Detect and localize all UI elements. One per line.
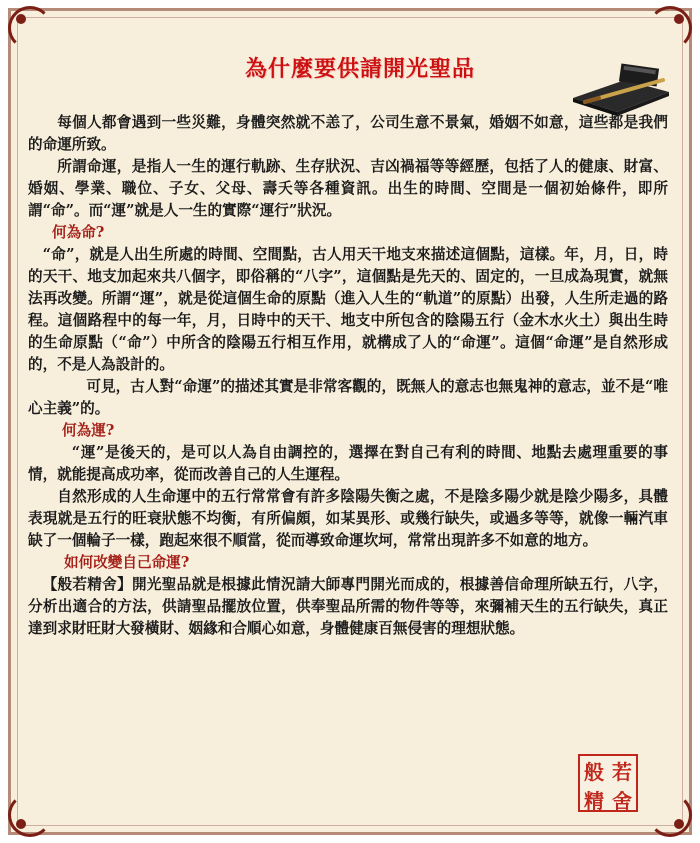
seal-char: 舍 — [612, 789, 632, 813]
seal-char: 精 — [584, 789, 604, 813]
seal-char: 若 — [612, 760, 632, 784]
paragraph: “命”，就是人出生所處的時間、空間點，古人用天干地支來描述這個點，這樣。年，月，日，時的天干、地支加起來共八個字，即俗稱的“八字”，這個點是先天的、固定的，一旦成為現實，就無法再改變。所謂“運”，就是從這個生命的原點（進入人生的“軌道”的原點）出發，人生所走過的路程。這個路程中的每一年，月，日時中的天干、地支中所包含的陰陽五行（金木水火土）與出生時的生命原點（“命”）中所含的陰陽五行相互作用，就構成了人的“命運”。這個“命運”是自然形成的，不是人為設計的。 — [28, 246, 668, 373]
paragraph: 每個人都會遇到一些災難，身體突然就不恙了，公司生意不景氣，婚姻不如意，這些都是我們的命運所致。 — [28, 114, 668, 153]
seal-stamp-icon — [578, 754, 638, 812]
paragraph: 【般若精舍】開光聖品就是根據此情況請大師專門開光而成的，根據善信命理所缺五行，八字，分析出適合的方法，供請聖品擺放位置，供奉聖品所需的物件等等，來彌補天生的五行缺失，真正達到求財旺財大發橫財、姻緣和合順心如意，身體健康百無侵害的理想狀態。 — [28, 576, 668, 637]
article-body — [28, 112, 668, 640]
corner-ornament-icon — [4, 789, 56, 841]
paragraph: 可見，古人對“命運”的描述其實是非常客觀的，既無人的意志也無鬼神的意志，並不是“唯心主義”的。 — [28, 378, 668, 417]
paragraph: 自然形成的人生命運中的五行常常會有許多陰陽失衡之處，不是陰多陽少就是陰少陽多，具體表現就是五行的旺衰狀態不均衡，有所偏頗，如某異形、或幾行缺失，或過多等等，就像一輛汽車缺了一個輪子一樣，跑起來很不順當，從而導致命運坎坷，常常出現許多不如意的地方。 — [28, 488, 668, 549]
paragraph: “運”是後天的，是可以人為自由調控的，選擇在對自己有利的時間、地點去處理重要的事情，就能提高成功率，從而改善自己的人生運程。 — [28, 444, 668, 483]
section-heading: 何為運? — [62, 422, 115, 439]
inkstone-brush-icon — [565, 58, 675, 116]
section-heading: 何為命? — [52, 224, 105, 241]
page-title: 為什麼要供請開光聖品 — [244, 56, 475, 82]
paragraph: 所謂命運，是指人一生的運行軌跡、生存狀況、吉凶禍福等等經歷，包括了人的健康、財富、婚姻、學業、職位、子女、父母、壽夭等各種資訊。出生的時間、空間是一個初始條件，即所謂“命”。而“運”就是人一生的實際“運行”狀況。 — [28, 158, 668, 219]
corner-ornament-icon — [644, 789, 696, 841]
section-heading: 如何改變自己命運? — [64, 554, 190, 571]
seal-char: 般 — [584, 760, 604, 784]
corner-ornament-icon — [644, 2, 696, 54]
corner-ornament-icon — [4, 2, 56, 54]
